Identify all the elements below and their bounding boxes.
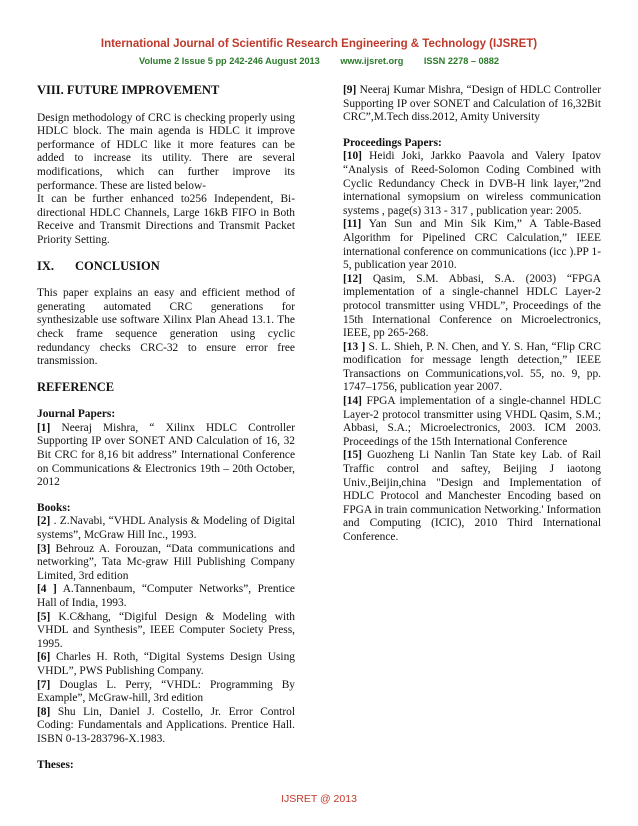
right-column <box>343 84 601 545</box>
reference-text: Yan Sun and Min Sik Kim,” A Table-Based Algorithm for Pipelined CRC Calculation,” IEEE international conference on communications (icc ).PP 1-5, publication year 2010. <box>343 218 601 272</box>
reference-tag: [2] <box>37 515 51 528</box>
reference-item <box>37 422 295 490</box>
reference-text: Heidi Joki, Jarkko Paavola and Valery Ipatov “Analysis of Reed-Solomon Coding Combined with Cyclic Redundancy Check in DVB-H link layer,”2nd international symopsium on wireless communication systems , page(s) 313 - 317 , publication year: 2005. <box>343 150 601 217</box>
journal-papers-heading: Journal Papers: <box>37 408 116 421</box>
reference-text: Behrouz A. Forouzan, “Data communications and networking”, Tata Mc-graw Hill Publishing Company Limited, 3rd edition <box>37 542 295 582</box>
reference-text: Neeraj Kumar Mishra, “Design of HDLC Controller Supporting IP over SONET and Calculation of 16,32Bit CRC”,M.Tech diss.2012, Amity University <box>343 84 601 124</box>
issn: ISSN 2278 – 0882 <box>423 56 499 66</box>
reference-item <box>37 583 295 610</box>
section-conclusion-heading <box>37 260 295 274</box>
journal-meta <box>0 56 638 66</box>
future-improvement-paragraph-2: It can be further enhanced to256 Independent, Bi-directional HDLC Channels, Large 16kB FIFO in Both Receive and Transmit Directions and Transmit Packet Priority Setting. <box>37 193 295 246</box>
reference-tag: [7] <box>37 678 51 691</box>
reference-tag: [1] <box>37 421 51 434</box>
left-column <box>37 84 295 772</box>
reference-text: . Z.Navabi, “VHDL Analysis & Modeling of Digital systems”, McGraw Hill Inc., 1993. <box>37 515 295 542</box>
conclusion-paragraph: This paper explains an easy and efficient method of generating automated CRC generations for synthesizable use software Xilinx Plan Ahead 13.1. The check frame sequence generation using cyclic redundancy checks CRC-32 to ensure error free transmission. <box>37 287 295 368</box>
reference-item <box>37 679 295 706</box>
volume-info: Volume 2 Issue 5 pp 242-246 August 2013 <box>139 56 320 66</box>
reference-text: K.C&hang, “Digiful Design & Modeling with VHDL and Synthesis”, IEEE Computer Society Press, 1995. <box>37 610 295 650</box>
reference-item <box>343 273 601 341</box>
reference-tag: [4 ] <box>37 583 57 596</box>
reference-text: S. L. Shieh, P. N. Chen, and Y. S. Han, “Flip CRC modification for message length detection,” IEEE Transactions on Communications,vol. 55, no. 9, pp. 1747–1756, publication year 2007. <box>343 340 601 394</box>
reference-text: Shu Lin, Daniel J. Costello, Jr. Error Control Coding: Fundamentals and Applications. Prentice Hall. ISBN 0-13-283796-X.1983. <box>37 705 295 745</box>
reference-text: Guozheng Li Nanlin Tan State key Lab. of Rail Traffic control and saftey, Beijing J iaotong Univ.,Beijin,china "Design and Implementation of HDLC Protocol and Manchester Encoding based on FPGA in train communication Networking.' Information and Computing (ICIC), 2010 Third International Conference. <box>343 449 601 543</box>
reference-text: FPGA implementation of a single-channel HDLC Layer-2 protocol transmitter using VHDL Qasim, S.M.; Abbasi, S.A.; Microelectronics, 2003. ICM 2003. Proceedings of the 15th International Conference <box>343 395 601 448</box>
reference-item <box>343 150 601 218</box>
reference-item <box>37 651 295 678</box>
section-number: IX. <box>37 258 55 273</box>
reference-tag: [11] <box>343 218 362 231</box>
reference-heading: REFERENCE <box>37 379 115 394</box>
proceedings-papers-heading: Proceedings Papers: <box>343 136 442 149</box>
reference-text: Charles H. Roth, “Digital Systems Design Using VHDL”, PWS Publishing Company. <box>37 651 295 677</box>
reference-tag: [8] <box>37 705 51 718</box>
reference-item <box>37 543 295 584</box>
reference-tag: [6] <box>37 651 51 664</box>
reference-item <box>37 515 295 542</box>
reference-tag: [5] <box>37 610 51 623</box>
reference-item <box>37 706 295 747</box>
reference-item <box>343 395 601 449</box>
reference-tag: [14] <box>343 395 362 408</box>
reference-tag: [15] <box>343 449 362 462</box>
books-heading: Books: <box>37 501 71 514</box>
future-improvement-paragraph-1: Design methodology of CRC is checking properly using HDLC block. The main agenda is HDLC it improve performance of HDLC like it more features can be added to increase its utility. There are several modifications, which can further improve its performance. These are listed below- <box>37 111 295 192</box>
section-title: CONCLUSION <box>75 258 160 273</box>
reference-item <box>343 341 601 395</box>
page-footer: IJSRET @ 2013 <box>281 793 357 805</box>
reference-tag: [3] <box>37 542 51 555</box>
reference-tag: [10] <box>343 150 362 163</box>
theses-heading: Theses: <box>37 758 74 771</box>
reference-text: A.Tannenbaum, “Computer Networks”, Prentice Hall of India, 1993. <box>37 583 295 609</box>
reference-tag: [12] <box>343 272 362 285</box>
section-future-improvement-heading: VIII. FUTURE IMPROVEMENT <box>37 83 220 97</box>
reference-tag: [13 ] <box>343 340 366 353</box>
reference-text: Douglas L. Perry, “VHDL: Programming By Example”, McGraw-hill, 3rd edition <box>37 678 295 705</box>
reference-tag: [9] <box>343 84 357 96</box>
journal-website[interactable]: www.ijsret.org <box>340 56 404 66</box>
reference-item <box>343 218 601 272</box>
reference-text: Neeraj Mishra, “ Xilinx HDLC Controller Supporting IP over SONET AND Calculation of 16, 32 Bit CRC for 8,16 bit address” International Conference on Communications & Electronics 19th – 20th October, 2012 <box>37 421 295 489</box>
reference-text: Qasim, S.M. Abbasi, S.A. (2003) “FPGA implementation of a single-channel HDLC Layer-2 protocol transmitter using VHDL”, Proceedings of the 15th International Conference on Microelectronics, IEEE, pp 265-268. <box>343 272 601 340</box>
journal-title: International Journal of Scientific Research Engineering & Technology (IJSRET) <box>100 38 538 50</box>
reference-item <box>343 84 601 125</box>
reference-item <box>343 449 601 544</box>
reference-item <box>37 611 295 652</box>
